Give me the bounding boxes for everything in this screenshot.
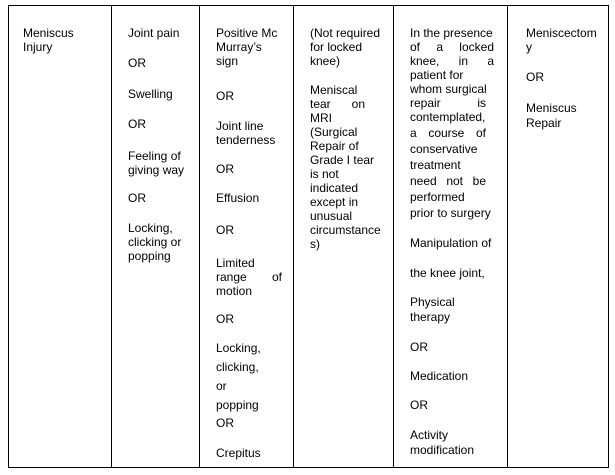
proc-repair: Repair	[526, 116, 562, 130]
sign-positive-mc: Positive Mc	[216, 26, 278, 40]
criteria-table	[8, 5, 609, 468]
sign-or: OR	[216, 89, 234, 103]
symptoms-column	[111, 6, 200, 467]
sign-motion: motion	[216, 284, 253, 298]
imaging-unusual: unusual	[310, 209, 353, 223]
sign-or: OR	[216, 312, 234, 326]
symptom-clicking: clicking or	[128, 235, 182, 249]
imaging-surgical: (Surgical	[310, 125, 358, 139]
cons-knee-joint: the knee joint,	[410, 266, 485, 280]
sign-or: OR	[216, 223, 234, 237]
imaging-tear-on: tear on	[310, 97, 365, 111]
symptom-or: OR	[128, 56, 146, 70]
imaging-s: s)	[310, 237, 320, 251]
imaging-for-locked: for locked	[310, 40, 363, 54]
sign-locking: Locking,	[216, 341, 261, 355]
cons-manipulation: Manipulation of	[410, 236, 492, 250]
cons-medication: Medication	[410, 369, 469, 383]
proc-meniscectom: Meniscectom	[526, 26, 597, 40]
cons-of-a-locked: of a locked	[410, 40, 494, 54]
cons-treatment: treatment	[410, 158, 461, 172]
cons-knee-in-a: knee, in a	[410, 54, 494, 68]
imaging-circumstance: circumstance	[310, 223, 381, 237]
imaging-mri: MRI	[310, 111, 332, 125]
condition-column	[9, 6, 111, 467]
procedure-column	[507, 6, 609, 467]
symptom-joint-pain: Joint pain	[128, 26, 180, 40]
cons-contemplated: contemplated,	[410, 110, 486, 124]
sign-or-word: or	[216, 379, 227, 393]
symptom-swelling: Swelling	[128, 87, 173, 101]
symptom-giving-way: giving way	[128, 163, 185, 177]
proc-or: OR	[526, 70, 544, 84]
imaging-column	[293, 6, 394, 467]
imaging-indicated: indicated	[310, 181, 359, 195]
sign-tenderness: tenderness	[216, 133, 276, 147]
imaging-not-required: (Not required	[310, 26, 381, 40]
imaging-knee: knee)	[310, 54, 341, 68]
sign-or: OR	[216, 416, 234, 430]
sign-popping: popping	[216, 398, 259, 412]
conservative-column	[393, 6, 508, 467]
sign-range-of: range of	[216, 270, 282, 284]
cons-or: OR	[410, 398, 428, 412]
sign-clicking: clicking,	[216, 360, 259, 374]
sign-effusion: Effusion	[216, 191, 260, 205]
symptom-popping: popping	[128, 249, 171, 263]
sign-joint-line: Joint line	[216, 119, 264, 133]
cons-patient-for: patient for	[410, 68, 464, 82]
condition-line-2: Injury	[23, 40, 53, 54]
imaging-grade-i: Grade I tear	[310, 153, 375, 167]
cons-conservative: conservative	[410, 142, 478, 156]
cons-performed: performed	[410, 190, 465, 204]
condition-line-1: Meniscus	[23, 26, 74, 40]
proc-y: y	[526, 40, 532, 54]
sign-murrays: Murray’s	[216, 40, 262, 54]
imaging-meniscal: Meniscal	[310, 83, 358, 97]
signs-column	[199, 6, 294, 467]
proc-meniscus: Meniscus	[526, 101, 577, 115]
cons-need-not-be: need not be	[410, 174, 486, 188]
symptom-or: OR	[128, 191, 146, 205]
cons-whom-surgical: whom surgical	[410, 82, 487, 96]
cons-activity: Activity	[410, 428, 449, 442]
symptom-feeling-of: Feeling of	[128, 149, 181, 163]
imaging-is-not: is not	[310, 167, 339, 181]
cons-therapy: therapy	[410, 310, 451, 324]
cons-physical: Physical	[410, 295, 455, 309]
symptom-or: OR	[128, 117, 146, 131]
sign-limited: Limited	[216, 256, 255, 270]
cons-modification: modification	[410, 443, 475, 457]
symptom-locking: Locking,	[128, 221, 173, 235]
sign-crepitus: Crepitus	[216, 446, 261, 460]
sign-or: OR	[216, 162, 234, 176]
cons-or: OR	[410, 340, 428, 354]
imaging-repair-of: Repair of	[310, 139, 359, 153]
sign-sign: sign	[216, 54, 239, 68]
imaging-except-in: except in	[310, 195, 359, 209]
cons-in-the-presence: In the presence	[410, 26, 493, 40]
cons-a-course-of: a course of	[410, 126, 486, 140]
cons-prior-to-surgery: prior to surgery	[410, 206, 491, 220]
cons-repair-is: repair is	[410, 96, 486, 110]
